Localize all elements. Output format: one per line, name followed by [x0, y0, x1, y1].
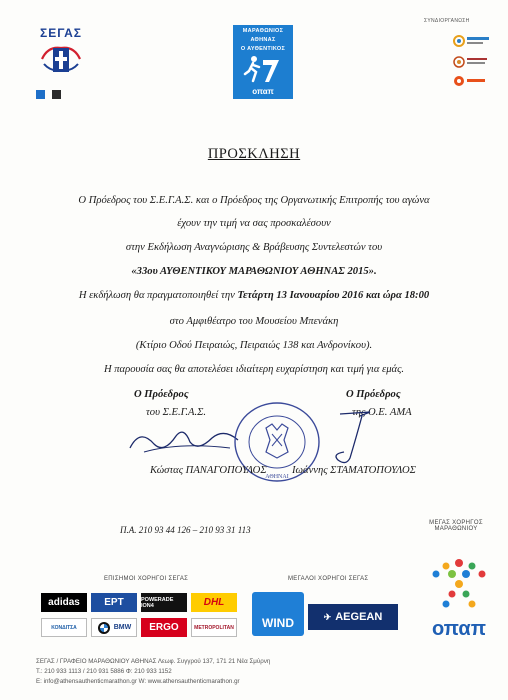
segas-wordmark: ΣΕΓΑΣ	[40, 26, 82, 40]
bmw-label: BMW	[113, 624, 132, 631]
body-line-2: έχουν την τιμή να σας προσκαλέσουν	[177, 218, 331, 229]
footer-address: ΣΕΓΑΣ / ΓΡΑΦΕΙΟ ΜΑΡΑΘΩΝΙΟΥ ΑΘΗΝΑΣ Λεωφ. Συγγρού 137, 171 21 Νέα Σμύρνη	[36, 658, 271, 665]
sponsor-wind	[252, 592, 304, 636]
grand-sponsor-heading: ΜΕΓΑΣ ΧΟΡΗΓΟΣ ΜΑΡΑΘΩΝΙΟΥ	[429, 520, 483, 532]
affiliate-logo-2	[52, 90, 61, 99]
affiliate-logo-1	[36, 90, 45, 99]
left-signatory-role: Ο Πρόεδρος	[134, 389, 189, 400]
body-line-7: (Κτίριο Οδού Πειραιώς, Πειραιώς 138 και Ανδρονίκου).	[135, 340, 373, 351]
sponsor-aegean	[308, 604, 398, 630]
marathon-logo-line1: ΜΑΡΑΘΩΝΙΟΣ	[242, 28, 284, 34]
sponsor-konditsa: ΚΟΝΔΙΤΣΑ	[41, 618, 87, 637]
sponsor-powerade: POWERADE ION4	[141, 593, 187, 612]
body-line-1: Ο Πρόεδρος του Σ.Ε.Γ.Α.Σ. και ο Πρόεδρος της Οργανωτικής Επιτροπής του αγώνα	[78, 195, 430, 206]
footer-phones: Τ.: 210 933 1113 / 210 931 5886 Φ: 210 933 1152	[36, 668, 172, 675]
segas-affiliate-logos	[36, 86, 68, 104]
right-signatory-role: Ο Πρόεδρος	[346, 389, 401, 400]
svg-text:ΑΘΗΝΑΙ: ΑΘΗΝΑΙ	[265, 474, 289, 480]
opap-figure-icon	[426, 556, 492, 616]
sponsor-adidas: adidas	[41, 593, 87, 612]
co-organizer-logo-3	[452, 74, 492, 88]
body-line-8: Η παρουσία σας θα αποτελέσει ιδιαίτερη ευχαρίστηση και τιμή για εμάς.	[103, 364, 405, 375]
co-organizer-logo-1	[452, 34, 492, 48]
runner-icon	[243, 54, 283, 84]
marathon-logo-line2: ΑΘΗΝΑΣ	[250, 37, 276, 43]
co-organization-label: ΣΥΝΔΙΟΡΓΑΝΩΣΗ	[424, 18, 470, 24]
right-signature-image	[320, 408, 390, 468]
sponsor-ert: ΕΡΤ	[91, 593, 137, 612]
co-organizer-logo-2	[452, 55, 492, 69]
body-line-5	[0, 290, 508, 301]
marathon-logo-brand: οπαπ	[252, 87, 274, 96]
left-signatory-name: Κώστας ΠΑΝΑΓΟΠΟΥΛΟΣ	[150, 465, 267, 476]
right-signatory-org: της Ο.Ε. ΑΜΑ	[352, 407, 412, 418]
major-sponsors-heading: ΜΕΓΑΛΟΙ ΧΟΡΗΓΟΙ ΣΕΓΑΣ	[288, 576, 369, 582]
segas-emblem-icon	[36, 42, 86, 76]
contact-phone-numbers: Π.Α. 210 93 44 126 – 210 93 31 113	[120, 525, 251, 535]
athens-marathon-logo	[233, 25, 293, 99]
segas-logo	[32, 26, 90, 76]
sponsor-ergo: ERGO	[141, 618, 187, 637]
document-title: ΠΡΟΣΚΛΗΣΗ	[207, 146, 301, 162]
sponsor-dhl: DHL	[191, 593, 237, 612]
wind-label: WIND	[262, 616, 294, 630]
footer-web: E: info@athensauthenticmarathon.gr W: www.athensauthenticmarathon.gr	[36, 678, 240, 685]
aegean-bird-icon: ✈	[323, 611, 332, 622]
official-sponsors-heading: ΕΠΙΣΗΜΟΙ ΧΟΡΗΓΟΙ ΣΕΓΑΣ	[104, 576, 189, 582]
sponsor-bmw	[91, 618, 137, 637]
left-signatory-org: του Σ.Ε.Γ.Α.Σ.	[146, 407, 207, 418]
body-line-6: στο Αμφιθέατρο του Μουσείου Μπενάκη	[169, 316, 339, 327]
left-signature-image	[120, 418, 250, 458]
right-signatory-name: Ιωάννης ΣΤΑΜΑΤΟΠΟΥΛΟΣ	[292, 465, 416, 476]
body-line-3: στην Εκδήλωση Αναγνώρισης & Βράβευσης Συντελεστών του	[125, 242, 383, 253]
sponsor-metropolitan: METROPOLITAN	[191, 618, 237, 637]
aegean-label: AEGEAN	[335, 611, 383, 623]
event-date-time: Τετάρτη 13 Ιανουαρίου 2016 και ώρα 18:00	[237, 290, 430, 301]
event-date-prefix: Η εκδήλωση θα πραγματοποιηθεί την	[78, 290, 238, 301]
event-name: «33ου ΑΥΘΕΝΤΙΚΟΥ ΜΑΡΑΘΩΝΙΟΥ ΑΘΗΝΑΣ 2015».	[131, 266, 377, 277]
opap-wordmark: οπαπ	[431, 618, 487, 640]
bmw-roundel-icon	[97, 621, 111, 635]
marathon-logo-line3: Ο ΑΥΘΕΝΤΙΚΟΣ	[240, 46, 286, 52]
